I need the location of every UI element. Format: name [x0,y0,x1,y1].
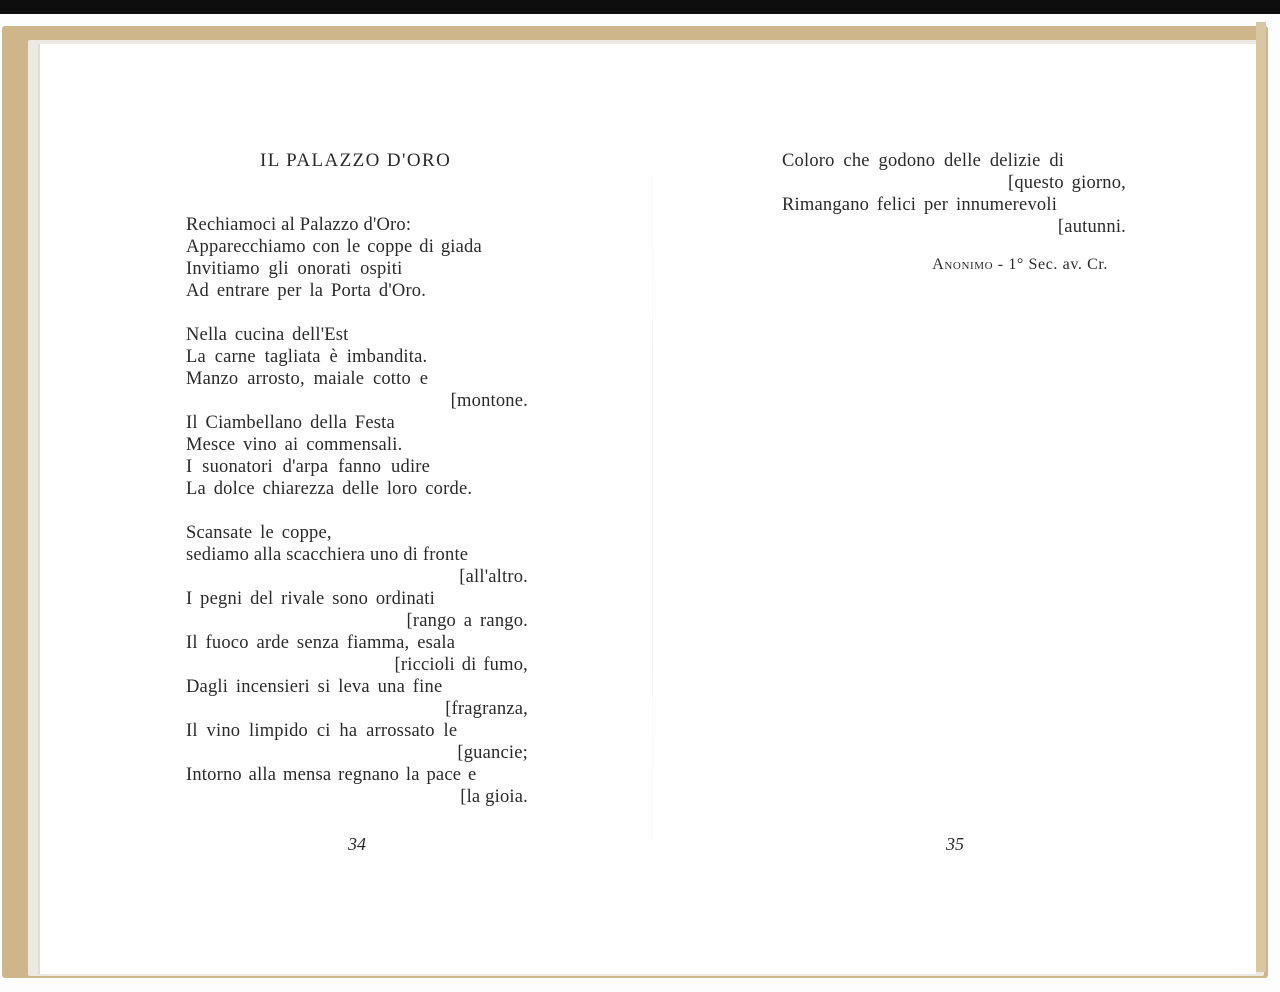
poem-line: Manzo arrosto, maiale cotto e [186,369,429,389]
poem-line-continuation: [guancie; [457,743,528,763]
poem-line: Invitiamo gli onorati ospiti [186,259,403,279]
poem-title: IL PALAZZO D'ORO [260,150,452,171]
poem-line: Intorno alla mensa regnano la pace e [186,765,477,785]
book-right-edge [1256,22,1266,972]
poem-line-continuation: [questo giorno, [1007,173,1126,193]
poem-attribution: Anonimo - 1° Sec. av. Cr. [932,256,1108,273]
poem-line: Nella cucina dell'Est [186,325,349,345]
poem-line-continuation: [fragranza, [445,699,528,719]
poem-line-continuation: [la gioia. [460,787,528,807]
poem-line: Apparecchiamo con le coppe di giada [186,237,482,257]
poem-line: Ad entrare per la Porta d'Oro. [186,281,427,301]
poem-line: Il Ciambellano della Festa [186,413,395,433]
page-number-left: 34 [348,834,366,854]
poem-line-continuation: [riccioli di fumo, [394,655,528,675]
poem-line-continuation: [montone. [450,391,528,411]
poem-line: I suonatori d'arpa fanno udire [186,457,431,477]
poem-line-continuation: [rango a rango. [406,611,528,631]
poem-line: Scansate le coppe, [186,523,332,543]
poem-line: Il vino limpido ci ha arrossato le [186,721,458,741]
poem-line: Coloro che godono delle delizie di [782,151,1065,171]
poem-line: Il fuoco arde senza fiamma, esala [186,633,456,653]
poem-line: La carne tagliata è imbandita. [186,347,428,367]
poem-line: La dolce chiarezza delle loro corde. [186,479,473,499]
book-gutter [652,44,653,974]
poem-line-continuation: [autunni. [1057,217,1126,237]
poem-line-continuation: [all'altro. [459,567,528,587]
page-number-right: 35 [946,834,964,854]
poem-line: Rimangano felici per innumerevoli [782,195,1058,215]
scanner-top-edge [0,0,1280,14]
poem-line: sediamo alla scacchiera uno di fronte [186,545,469,565]
poem-line: Rechiamoci al Palazzo d'Oro: [186,215,412,235]
poem-line: Mesce vino ai commensali. [186,435,403,455]
poem-line: Dagli incensieri si leva una fine [186,677,443,697]
poem-line: I pegni del rivale sono ordinati [186,589,435,609]
